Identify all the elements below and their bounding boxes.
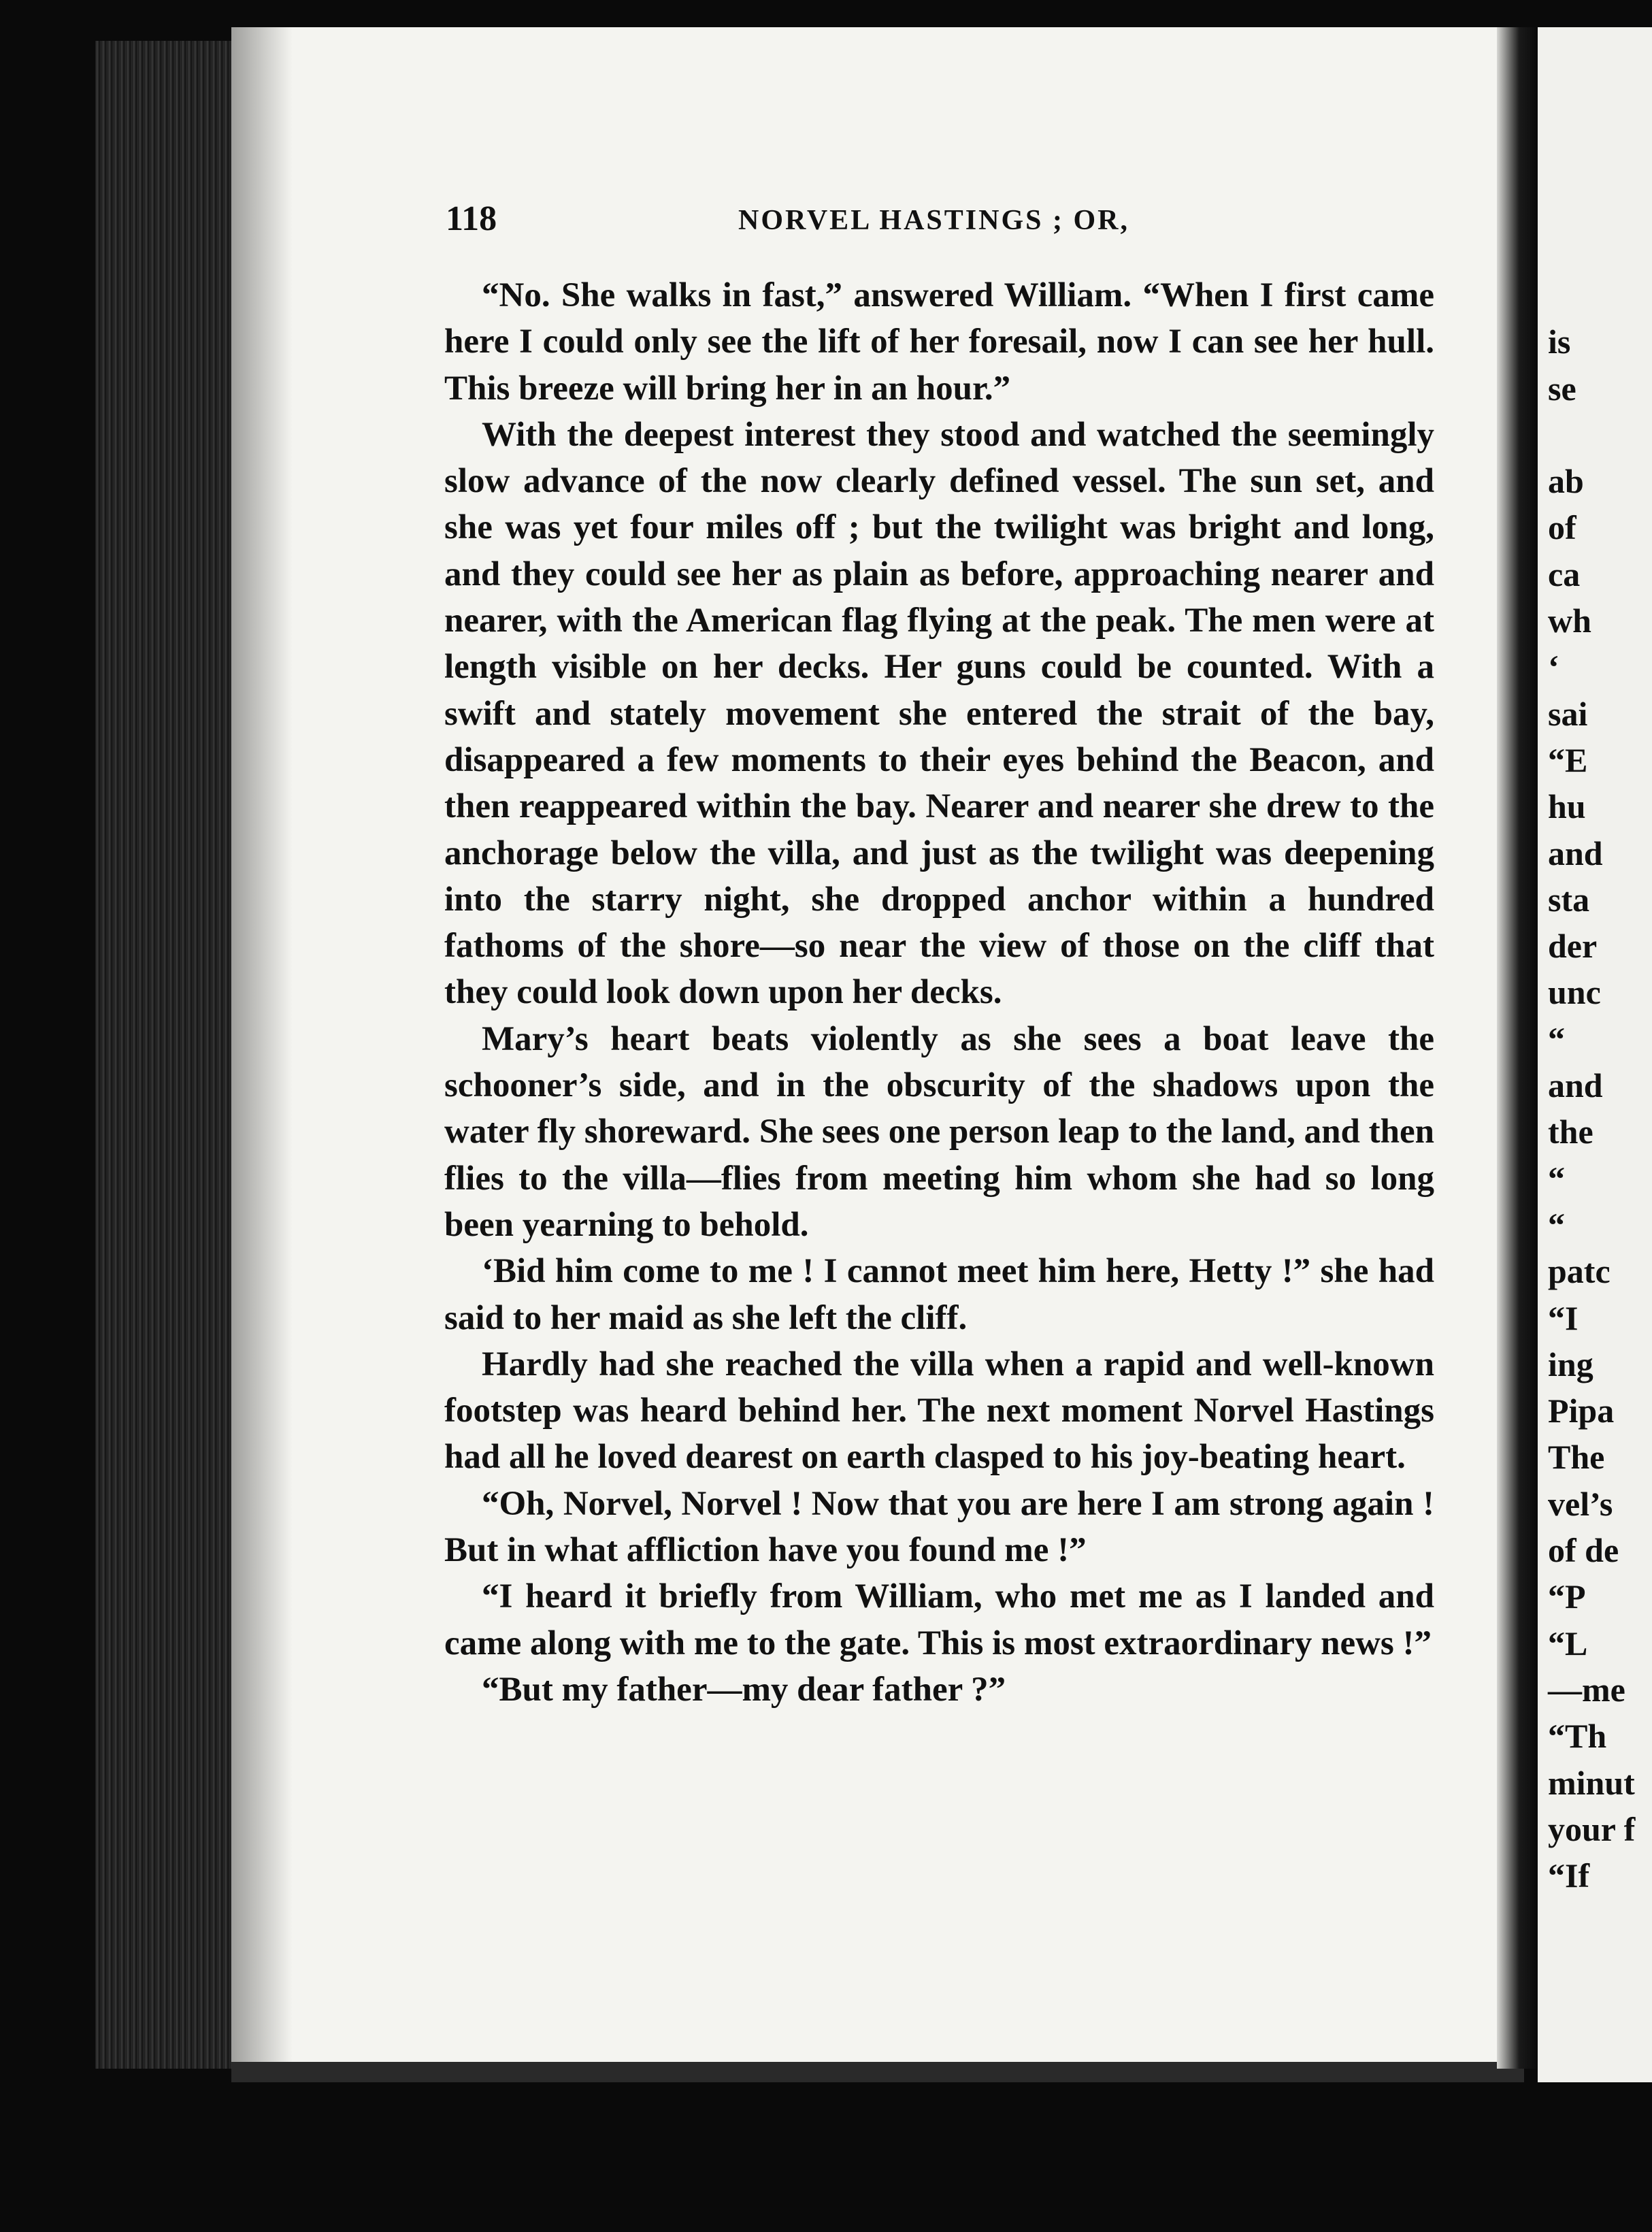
facing-line: Pipa <box>1548 1392 1615 1430</box>
facing-line: ing <box>1548 1345 1593 1383</box>
facing-line: “P <box>1548 1577 1586 1616</box>
book-gutter <box>1497 27 1538 2069</box>
facing-line: “I <box>1548 1298 1579 1337</box>
book-page-edges <box>95 41 252 2069</box>
facing-line: the <box>1548 1113 1593 1151</box>
facing-line: patc <box>1548 1252 1610 1291</box>
facing-line: “ <box>1548 1019 1565 1058</box>
facing-line: of de <box>1548 1531 1619 1570</box>
paragraph: With the deepest interest they stood and watched the seemingly slow advance of the now clearly defined vessel. The sun set, and she was yet four miles off ; but the twilight was bright and long, and they could see her as plain as before, approaching nearer and nearer, with the American flag flying at the peak. The men were at length visible on her decks. Her guns could be counted. With a swift and stately movement she entered the strait of the bay, disappeared a few moments to their eyes behind the Beacon, and then reappeared within the bay. Nearer and nearer she drew to the anchorage below the villa, and just as the twilight was deepening into the starry night, she dropped anchor within a hundred fathoms of the shore—so near the view of those on the cliff that they could look down upon her decks. <box>444 415 1434 1012</box>
facing-page-text <box>1548 272 1652 1899</box>
paragraph: “No. She walks in fast,” answered William. “When I first came here I could only see the lift of her foresail, now I can see her hull. This breeze will bring her in an hour.” <box>444 276 1434 408</box>
paragraph: “Oh, Norvel, Norvel ! Now that you are here I am strong again ! But in what affliction have you found me !” <box>444 1484 1434 1570</box>
facing-line <box>1548 412 1652 458</box>
facing-line: of <box>1548 508 1576 547</box>
facing-line: —me <box>1548 1670 1625 1709</box>
paragraph: “But my father—my dear father ?” <box>482 1670 1006 1709</box>
facing-line: is <box>1548 323 1571 361</box>
facing-line: The <box>1548 1438 1605 1477</box>
facing-line: ca <box>1548 555 1581 593</box>
facing-line: der <box>1548 927 1598 966</box>
facing-line: “If <box>1548 1856 1590 1895</box>
facing-line: and <box>1548 1066 1603 1105</box>
facing-line: “ <box>1548 1205 1565 1244</box>
facing-line <box>1548 272 1652 318</box>
paragraph: Hardly had she reached the villa when a rapid and well-known footstep was heard behind her. The next moment Norvel Hastings had all he loved dearest on earth clasped to his joy-beating heart. <box>444 1345 1434 1477</box>
paragraph: ‘Bid him come to me ! I cannot meet him here, Hetty !” she had said to her maid as she left the cliff. <box>444 1252 1434 1337</box>
facing-line: sta <box>1548 880 1590 919</box>
facing-line: “ <box>1548 1159 1565 1198</box>
facing-line: ab <box>1548 462 1584 501</box>
paragraph: “I heard it briefly from William, who met me as I landed and came along with me to the gate. This is most extraordinary news !” <box>444 1577 1434 1662</box>
facing-line: wh <box>1548 602 1591 640</box>
page-number: 118 <box>446 199 497 238</box>
facing-line: vel’s <box>1548 1484 1613 1523</box>
facing-line: unc <box>1548 973 1601 1012</box>
facing-line: “Th <box>1548 1717 1607 1756</box>
body-text <box>444 272 1434 1713</box>
facing-line: ‘ <box>1548 648 1559 687</box>
facing-line: “E <box>1548 740 1588 779</box>
facing-line: your f <box>1548 1809 1636 1848</box>
facing-line: and <box>1548 834 1603 872</box>
running-title: NORVEL HASTINGS ; OR, <box>738 205 1129 236</box>
facing-line: hu <box>1548 787 1586 826</box>
facing-line: minut <box>1548 1763 1635 1802</box>
facing-line: sai <box>1548 694 1588 733</box>
facing-line: se <box>1548 369 1576 408</box>
facing-line: “L <box>1548 1624 1588 1662</box>
page-curl-shadow <box>231 27 293 2062</box>
paragraph: Mary’s heart beats violently as she sees a boat leave the schooner’s side, and in the obscurity of the shadows upon the water fly shoreward. She sees one person leap to the land, and then flies to the villa—flies from meeting him whom she had so long been yearning to behold. <box>444 1019 1434 1244</box>
